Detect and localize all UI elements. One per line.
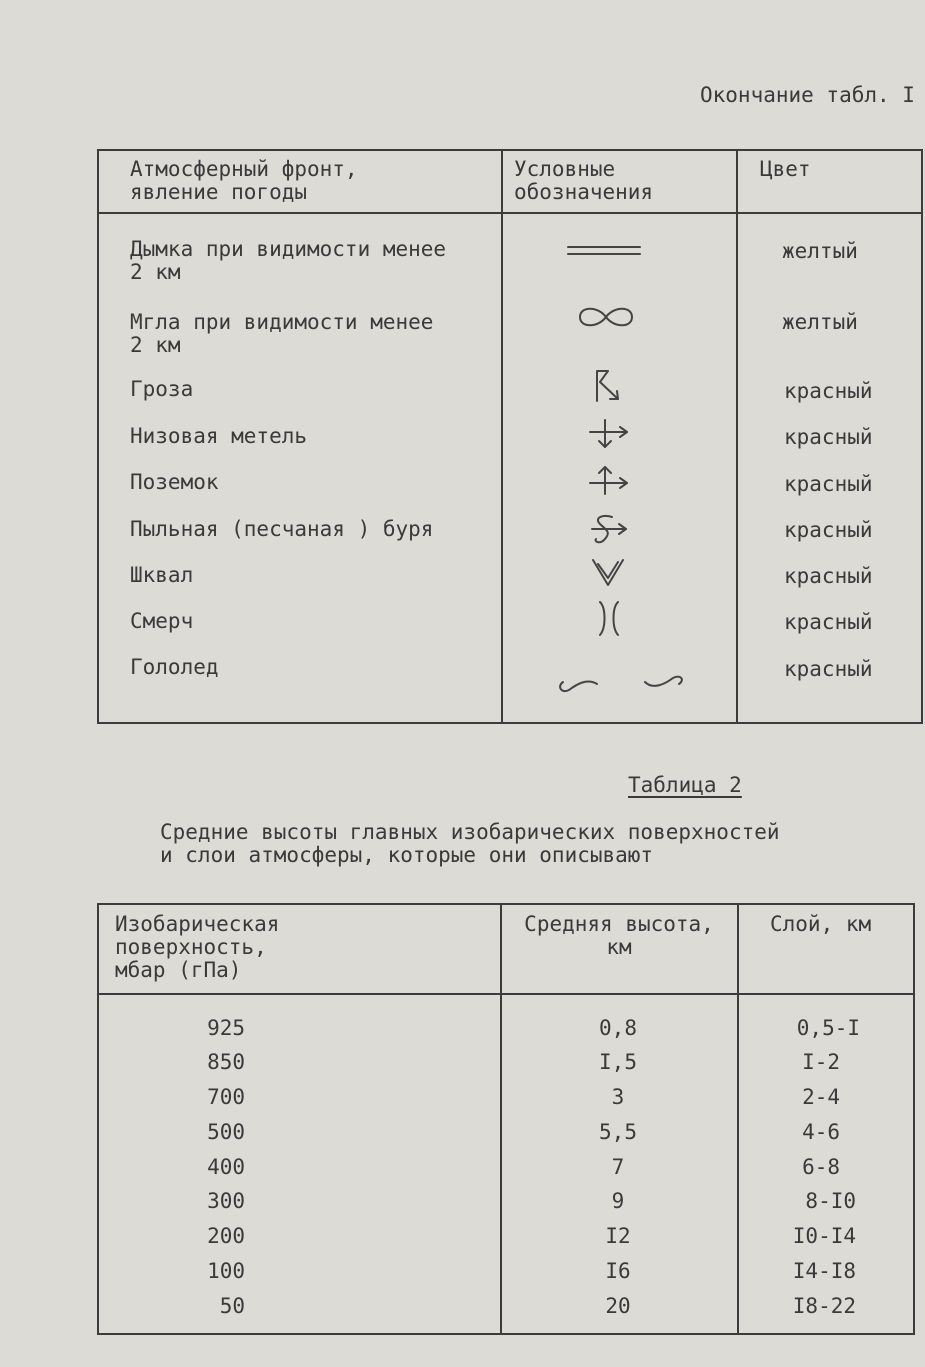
squall-icon	[590, 556, 626, 588]
table1-row-name: Смерч	[130, 609, 194, 633]
double-line-icon	[566, 243, 642, 259]
table2-row-height: I6	[605, 1259, 631, 1283]
table1-left-border	[97, 149, 99, 724]
table2-caption: Средние высоты главных изобарических поверхностей и слои атмосферы, которые они описывают	[160, 820, 780, 867]
table1-right-border	[921, 149, 923, 724]
table1-row-color: красный	[784, 425, 873, 449]
table2-divider-1	[500, 903, 502, 1335]
continuation-label: Окончание табл. I	[700, 83, 915, 107]
table2-row-height: 3	[611, 1085, 625, 1109]
table1-header-col3: Цвет	[760, 157, 811, 181]
table2-row-pressure: 925	[207, 1016, 245, 1040]
table1-row-color: красный	[784, 379, 873, 403]
thunderstorm-icon	[592, 368, 622, 404]
table1-row-name: Шквал	[130, 563, 194, 587]
table2-right-border	[913, 903, 915, 1335]
table2-label: Таблица 2	[628, 773, 742, 797]
table1-top-border	[97, 149, 923, 151]
table1-row-color: красный	[784, 657, 873, 681]
table2-row-layer: 4-6	[802, 1120, 840, 1144]
table1-divider-1	[501, 149, 503, 724]
table2-header-col2: Средняя высота, км	[524, 912, 714, 959]
table2-row-pressure: 100	[207, 1259, 245, 1283]
table2-row-layer: 2-4	[802, 1085, 840, 1109]
table2-row-layer: 0,5-I	[796, 1016, 860, 1040]
table2-row-height: 0,8	[599, 1016, 637, 1040]
table2-row-height: 7	[611, 1155, 625, 1179]
table1-divider-2	[736, 149, 738, 724]
table2-header-border	[97, 993, 915, 995]
table2-row-height: I2	[605, 1224, 631, 1248]
glaze-icon	[553, 670, 693, 698]
table1-row-name: Гроза	[130, 377, 194, 401]
table2-row-pressure: 300	[207, 1189, 245, 1213]
duststorm-icon	[588, 512, 632, 550]
table2-row-layer: I-2	[802, 1050, 840, 1074]
table1-row-name: Мгла при видимости менее 2 км	[130, 310, 434, 357]
table2-row-pressure: 850	[207, 1050, 245, 1074]
table1-row-color: желтый	[782, 239, 858, 263]
table1-header-border	[97, 212, 923, 214]
table2-row-pressure: 50	[219, 1294, 245, 1318]
table1-row-name: Пыльная (песчаная ) буря	[130, 517, 434, 541]
table1-row-name: Поземок	[130, 470, 219, 494]
table1-row-name: Низовая метель	[130, 424, 308, 448]
table2-row-layer: I8-22	[792, 1294, 856, 1318]
table2-row-layer: I0-I4	[792, 1224, 856, 1248]
table2-row-pressure: 200	[207, 1224, 245, 1248]
table2-row-height: 20	[605, 1294, 631, 1318]
drifting-snow-icon	[587, 464, 633, 496]
table2-row-layer: I4-I8	[792, 1259, 856, 1283]
table1-bottom-border	[97, 722, 923, 724]
table2-row-layer: 8-I0	[805, 1189, 856, 1213]
table1-row-color: красный	[784, 518, 873, 542]
table2-row-layer: 6-8	[802, 1155, 840, 1179]
table1-row-color: красный	[784, 472, 873, 496]
table2-row-height: 5,5	[599, 1120, 637, 1144]
table2-row-height: 9	[611, 1189, 625, 1213]
table2-row-pressure: 400	[207, 1155, 245, 1179]
table1-row-name: Дымка при видимости менее 2 км	[130, 237, 447, 284]
table1-row-name: Гололед	[130, 655, 219, 679]
table1-row-color: желтый	[782, 310, 858, 334]
tornado-icon	[594, 600, 624, 638]
table2-bottom-border	[97, 1333, 915, 1335]
table1-row-color: красный	[784, 610, 873, 634]
table2-top-border	[97, 903, 915, 905]
table2-row-pressure: 500	[207, 1120, 245, 1144]
infinity-icon	[576, 304, 636, 330]
table2-header-col3: Слой, км	[770, 912, 872, 936]
table2-header-col1: Изобарическая поверхность, мбар (гПа)	[115, 912, 280, 982]
table1-header-col1: Атмосферный фронт, явление погоды	[130, 157, 358, 204]
table2-row-height: I,5	[599, 1050, 637, 1074]
table2-left-border	[97, 903, 99, 1335]
table2-row-pressure: 700	[207, 1085, 245, 1109]
table1-row-color: красный	[784, 564, 873, 588]
table1-header-col2: Условные обозначения	[514, 157, 654, 204]
blowing-snow-icon	[587, 417, 633, 449]
